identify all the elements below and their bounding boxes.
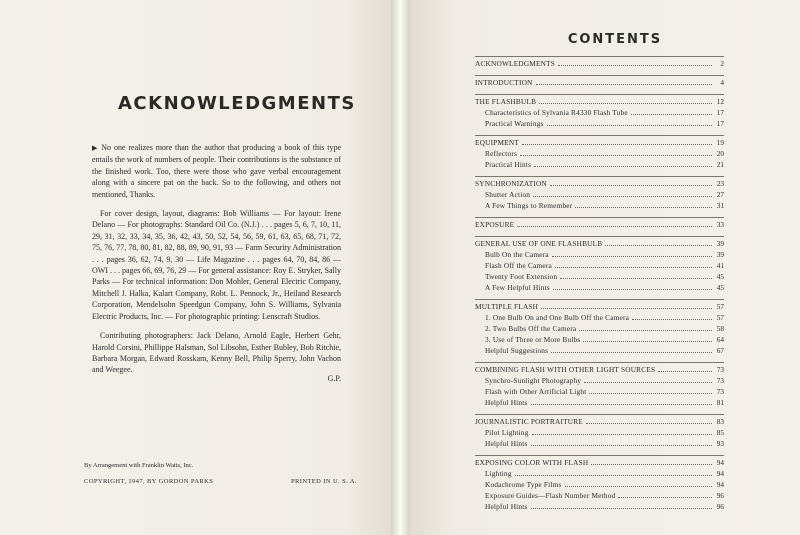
toc-heading [475,79,724,90]
dot-leader [534,166,712,167]
dot-leader [539,103,712,104]
toc-subentry-label: Exposure Guides—Flash Number Method [485,491,616,500]
dot-leader [589,393,712,394]
toc-section [475,94,724,131]
toc-subentry-label: Synchro-Sunlight Photography [485,376,582,385]
toc-subentry-label: 3. Use of Three or More Bulbs [485,335,581,344]
toc-section [475,75,724,90]
dot-leader [551,352,712,353]
contents-title: CONTENTS [567,32,663,47]
toc-heading [475,221,724,232]
toc-page-number: 93 [716,439,724,448]
toc-page-number: 45 [716,283,724,292]
ack-paragraph-intro [92,142,341,200]
toc-heading-label: EXPOSING COLOR WITH FLASH [475,458,589,467]
acknowledgments-title: ACKNOWLEDGMENTS [118,93,356,114]
printed-in-line: PRINTED IN U. S. A. [291,478,357,485]
toc-page-number: 58 [716,324,724,333]
toc-heading-label: SYNCHRONIZATION [475,179,547,188]
toc-subentry-label: Shutter Action [485,190,531,199]
toc-page-number: 73 [716,365,724,374]
toc-page-number: 17 [716,119,724,128]
ack-paragraph-photographers: Contributing photographers: Jack Delano, Arnold Eagle, Herbert Gehr, Harold Corsini, Phillippe Halsman, Sol Libsohn, Esther Bubley, Bob Ritchie, Barbara Morgan, Edward Rosskam, Kenny Bell, Philip Sperry, John Vachon and Weegee. [92,331,341,375]
toc-heading [475,60,724,71]
toc-subentry-label: Reflectors [485,149,517,158]
toc-subentry-label: Flash with Other Artificial Light [485,387,587,396]
toc-page-number: 96 [716,502,724,511]
toc-subentry [475,440,724,451]
dot-leader [547,125,712,126]
toc-subentry-label: Helpful Hints [485,502,528,511]
toc-heading-label: INTRODUCTION [475,78,533,87]
toc-section [475,299,724,358]
toc-subentry [475,503,724,514]
toc-heading-label: MULTIPLE FLASH [475,302,539,311]
toc-section [475,176,724,213]
dot-leader [658,371,712,372]
dot-leader [520,155,712,156]
toc-section [475,56,724,71]
toc-page-number: 23 [716,179,724,188]
dot-leader [541,308,712,309]
toc-subentry [475,120,724,131]
toc-page-number: 45 [716,272,724,281]
dot-leader [531,508,712,509]
toc-subentry-label: Lighting [485,469,512,478]
toc-page-number: 83 [716,417,724,426]
toc-subentry-label: Helpful Hints [485,398,528,407]
dot-leader [536,84,712,85]
toc-page-number: 85 [716,428,724,437]
dot-leader [586,423,712,424]
toc-heading-label: EQUIPMENT [475,138,519,147]
toc-page-number: 39 [716,239,724,248]
toc-page-number: 94 [716,469,724,478]
toc-page-number: 41 [716,261,724,270]
toc-page-number: 96 [716,491,724,500]
toc-page-number: 94 [716,458,724,467]
toc-page-number: 57 [716,302,724,311]
toc-page-number: 81 [716,398,724,407]
toc-page-number: 57 [716,313,724,322]
dot-leader [575,207,712,208]
acknowledgments-body [92,142,341,392]
toc-heading-label: THE FLASHBULB [475,97,537,106]
toc-page-number: 27 [716,190,724,199]
toc-subentry-label: Characteristics of Sylvania R4330 Flash Tube [485,108,628,117]
toc-page-number: 94 [716,480,724,489]
toc-page-number: 73 [716,387,724,396]
toc-subentry-label: Helpful Hints [485,439,528,448]
toc-page-number: 4 [720,78,724,87]
dot-leader [555,267,712,268]
dot-leader [605,245,712,246]
left-page [0,0,391,535]
toc-subentry-label: Pilot Lighting [485,428,529,437]
toc-subentry-label: Bulb On the Camera [485,250,549,259]
dot-leader [532,434,712,435]
toc-heading-label: GENERAL USE OF ONE FLASHBULB [475,239,603,248]
toc-page-number: 67 [716,346,724,355]
author-initials: G.P. [327,373,341,383]
toc-subentry [475,399,724,410]
toc-subentry-label: Practical Warnings [485,119,544,128]
toc-section [475,414,724,451]
table-of-contents [475,56,724,514]
toc-subentry-label: Practical Hints [485,160,532,169]
dot-leader [553,289,712,290]
dot-leader [583,341,712,342]
dot-leader [550,185,712,186]
ack-paragraph-credits: For cover design, layout, diagrams: Bob Williams — For layout: Irene Delano — For photographs: Standard Oil Co. (N.J.) . . . pages 5, 6, 7, 10, 11, 29, 31, 32, 33, 34, 35, 36, 42, 43, 50, 52, 54, 56, 59, 61, 63, 65, 68, 71, 72, 75, 76, 77, 78, 80, 81, 82, 88, 89, 90, 91, 93 — Farm Security Administration . . . pages 36, 62, 74, 9, 30 — Life Magazine . . . pages 64, 70, 84, 86 — OWI . . . pages 66, 69, 76, 29 — For general assistance: Roy E. Stryker, Sally Parks — For technical information: Don Mohler, General Electric Company, Mitchell J. Halka, Kalart Company, Robt. L. Pennock, Jr., Heiland Research Corporation, Mendelsohn Speedgun Company, John S. Williams, Sylvania Electric Products, Inc. — For photographic printing: Lenscraft Studios. [92,209,341,321]
toc-heading-label: JOURNALISTIC PORTRAITURE [475,417,583,426]
toc-subentry [475,284,724,295]
toc-subentry [475,202,724,213]
pointer-arrow-icon: ▶ [92,144,99,152]
toc-subentry-label: A Few Helpful Hints [485,283,550,292]
dot-leader [579,330,712,331]
toc-page-number: 20 [716,149,724,158]
dot-leader [517,226,712,227]
toc-section [475,362,724,410]
toc-page-number: 31 [716,201,724,210]
toc-subentry-label: 2. Two Bulbs Off the Camera [485,324,577,333]
dot-leader [552,256,712,257]
toc-subentry [475,347,724,358]
toc-heading-label: COMBINING FLASH WITH OTHER LIGHT SOURCES [475,365,656,374]
toc-page-number: 73 [716,376,724,385]
toc-heading-label: ACKNOWLEDGMENTS [475,59,556,68]
toc-subentry-label: Kodachrome Type Films [485,480,562,489]
toc-page-number: 2 [720,59,724,68]
book-gutter [391,0,410,535]
toc-section [475,135,724,172]
dot-leader [531,404,712,405]
arrangement-note: By Arrangement with Franklin Watts, Inc. [84,462,194,469]
toc-page-number: 39 [716,250,724,259]
toc-page-number: 19 [716,138,724,147]
dot-leader [591,464,712,465]
toc-subentry-label: A Few Things to Remember [485,201,573,210]
dot-leader [533,196,712,197]
toc-subentry-label: Twenty Foot Extension [485,272,558,281]
toc-heading [475,459,724,470]
toc-page-number: 64 [716,335,724,344]
toc-page-number: 33 [716,220,724,229]
dot-leader [618,497,712,498]
dot-leader [531,445,712,446]
dot-leader [565,486,712,487]
toc-section [475,455,724,514]
toc-heading-label: EXPOSURE [475,220,515,229]
dot-leader [522,144,712,145]
toc-page-number: 17 [716,108,724,117]
toc-section [475,236,724,295]
dot-leader [584,382,712,383]
toc-page-number: 12 [716,97,724,106]
dot-leader [631,114,712,115]
toc-subentry-label: 1. One Bulb On and One Bulb Off the Camera [485,313,630,322]
ack-paragraph-intro-text: No one realizes more than the author that producing a book of this type entails the work of numbers of people. Their contributions is the substance of the finished work. Too, there were those who gave verbal encouragement along with a sincere pat on the back. So to the following, and others not mentioned, Thanks. [92,143,342,199]
toc-section [475,217,724,232]
toc-subentry-label: Helpful Suggestions [485,346,549,355]
dot-leader [515,475,712,476]
copyright-line: COPYRIGHT, 1947, BY GORDON PARKS [84,478,214,485]
toc-page-number: 21 [716,160,724,169]
dot-leader [632,319,712,320]
dot-leader [558,65,712,66]
dot-leader [560,278,712,279]
toc-subentry [475,161,724,172]
toc-subentry-label: Flash Off the Camera [485,261,552,270]
